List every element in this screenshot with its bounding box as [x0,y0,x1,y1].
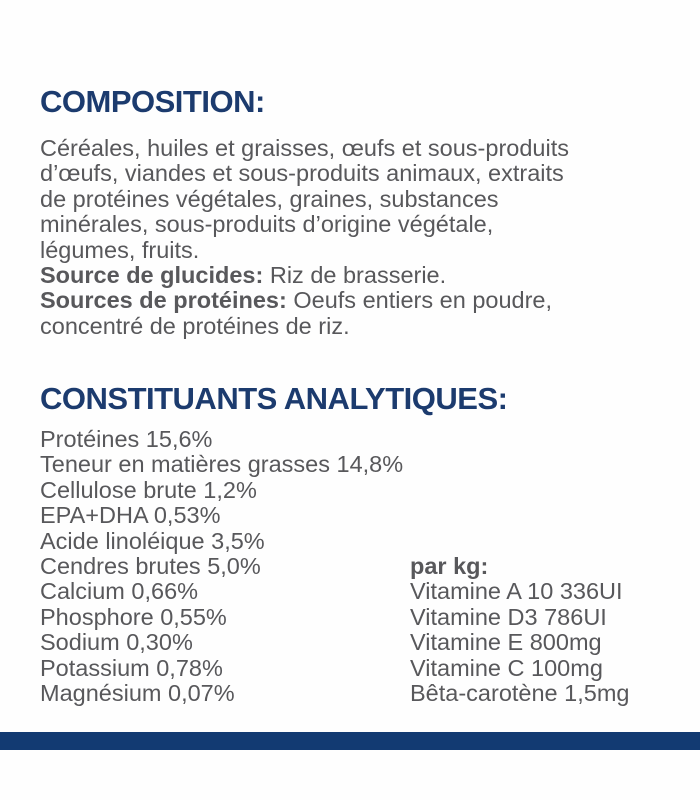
analytical-constituent-item: Calcium 0,66% [40,578,199,605]
protein-source-line [40,288,569,313]
carb-source-label: Source de glucides: [40,262,264,289]
analytical-constituent-item: Sodium 0,30% [40,629,193,656]
per-kg-list [410,579,629,706]
composition-paragraph-line: Céréales, huiles et graisses, œufs et sous-produits [40,135,569,161]
composition-paragraph-line: minérales, sous-produits d’origine végétale, [40,211,494,238]
per-kg-item: Vitamine D3 786UI [410,603,607,630]
analytical-constituent-item: Acide linoléique 3,5% [40,527,265,554]
composition-paragraph-line: d’œufs, viandes et sous-produits animaux, extraits [40,160,564,187]
analytical-constituent-item: Cellulose brute 1,2% [40,476,257,503]
per-kg-item: Bêta-carotène 1,5mg [410,680,630,707]
analytical-constituent-item: Protéines 15,6% [40,426,213,452]
carb-source-value: Riz de brasserie. [263,262,447,289]
per-kg-heading: par kg: [410,553,489,579]
protein-source-continuation: concentré de protéines de riz. [40,312,350,339]
protein-source-label: Sources de protéines: [40,287,287,314]
carb-source-line [40,263,569,288]
composition-paragraph-line: légumes, fruits. [40,236,200,263]
analytical-constituents-heading: CONSTITUANTS ANALYTIQUES: [40,381,508,416]
per-kg-item: Vitamine C 100mg [410,654,603,681]
analytical-constituent-item: EPA+DHA 0,53% [40,502,221,529]
analytical-constituent-item: Teneur en matières grasses 14,8% [40,451,404,478]
protein-source-value: Oeufs entiers en poudre, [286,287,553,314]
composition-paragraph [40,136,569,263]
composition-paragraph-line: de protéines végétales, graines, substances [40,185,499,212]
analytical-constituent-item: Phosphore 0,55% [40,603,227,630]
per-kg-item: Vitamine A 10 336UI [410,578,623,605]
composition-heading: COMPOSITION: [40,84,265,119]
composition-text-block [40,136,569,339]
per-kg-item: Vitamine E 800mg [410,629,602,656]
analytical-constituent-item: Potassium 0,78% [40,654,223,681]
analytical-constituent-item: Cendres brutes 5,0% [40,553,261,580]
analytical-constituents-list [40,427,403,706]
bottom-navy-bar [0,732,700,750]
protein-source-continuation-line [40,314,569,339]
analytical-constituent-item: Magnésium 0,07% [40,680,235,707]
per-kg-block [410,554,629,706]
